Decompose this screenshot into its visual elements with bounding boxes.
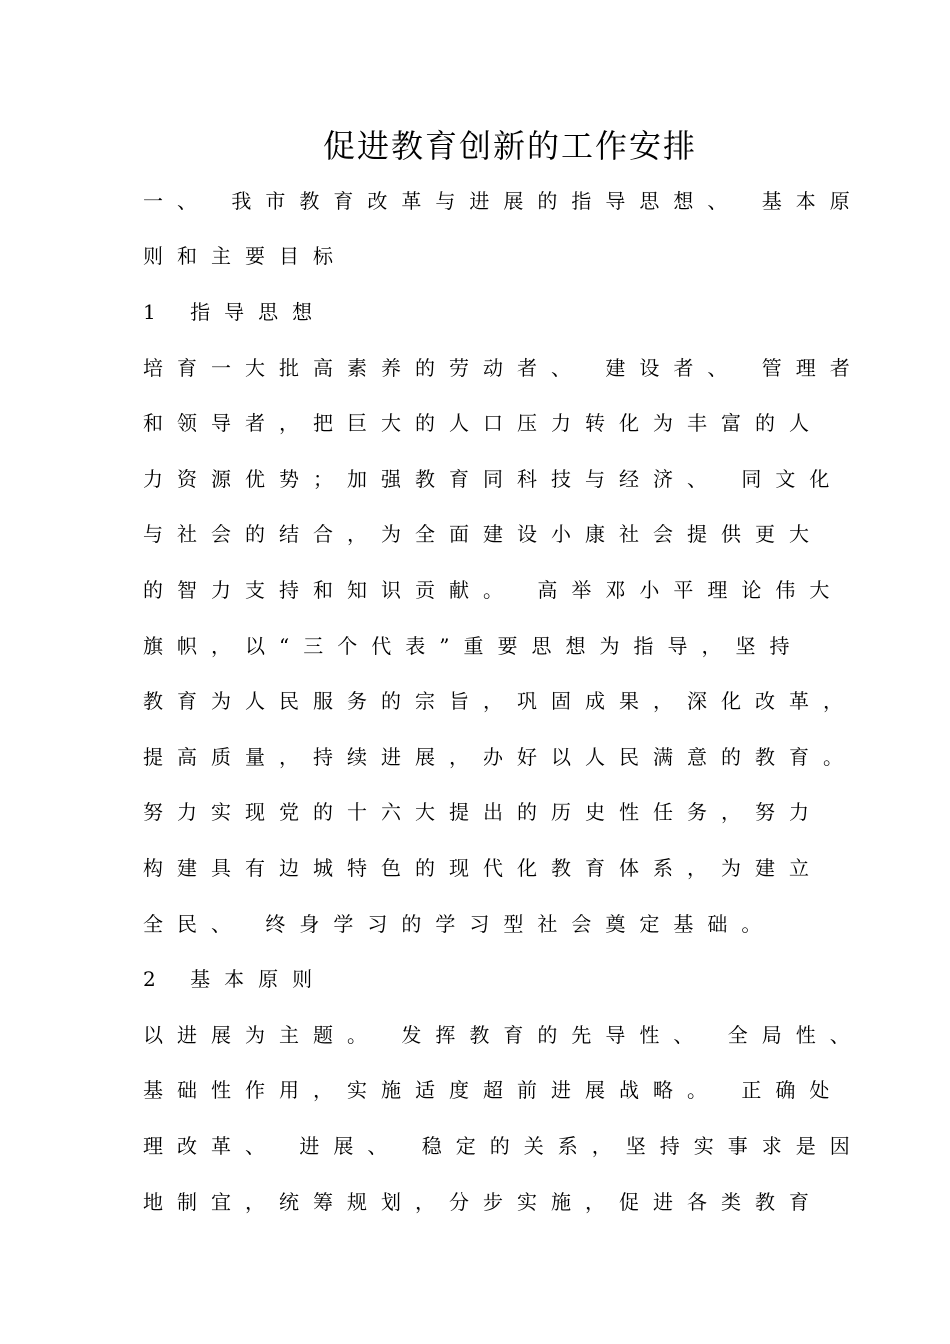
body-line: 旗帜，以“三个代表”重要思想为指导，坚持 — [143, 634, 804, 658]
body-line: 和领导者，把巨大的人口压力转化为丰富的人 — [143, 411, 823, 435]
body-line: 基础性作用，实施适度超前进展战略。 正确处 — [143, 1078, 844, 1102]
body-line: 力资源优势；加强教育同科技与经济、 同文化 — [143, 467, 844, 491]
body-line: 培育一大批高素养的劳动者、 建设者、 管理者 — [143, 356, 864, 380]
body-line: 理改革、 进展、 稳定的关系，坚持实事求是因 — [143, 1134, 864, 1158]
body-line: 地制宜，统筹规划，分步实施，促进各类教育 — [143, 1190, 823, 1214]
body-line: 一、 我市教育改革与进展的指导思想、 基本原 — [143, 189, 864, 213]
body-line: 教育为人民服务的宗旨，巩固成果，深化改革， — [143, 689, 857, 713]
body-line: 则和主要目标 — [143, 244, 347, 268]
body-line: 全民、 终身学习的学习型社会奠定基础。 — [143, 912, 776, 936]
body-line: 与社会的结合，为全面建设小康社会提供更大 — [143, 522, 823, 546]
section-heading: 1 指导思想 — [143, 300, 327, 324]
body-line: 构建具有边城特色的现代化教育体系，为建立 — [143, 856, 823, 880]
section-heading: 2 基本原则 — [143, 967, 327, 991]
body-line: 努力实现党的十六大提出的历史性任务，努力 — [143, 800, 823, 824]
page-title: 促进教育创新的工作安排 — [322, 127, 697, 165]
body-line: 以进展为主题。 发挥教育的先导性、 全局性、 — [143, 1023, 864, 1047]
body-line: 提高质量，持续进展，办好以人民满意的教育。 — [143, 745, 857, 769]
body-line: 的智力支持和知识贡献。 高举邓小平理论伟大 — [143, 578, 844, 602]
